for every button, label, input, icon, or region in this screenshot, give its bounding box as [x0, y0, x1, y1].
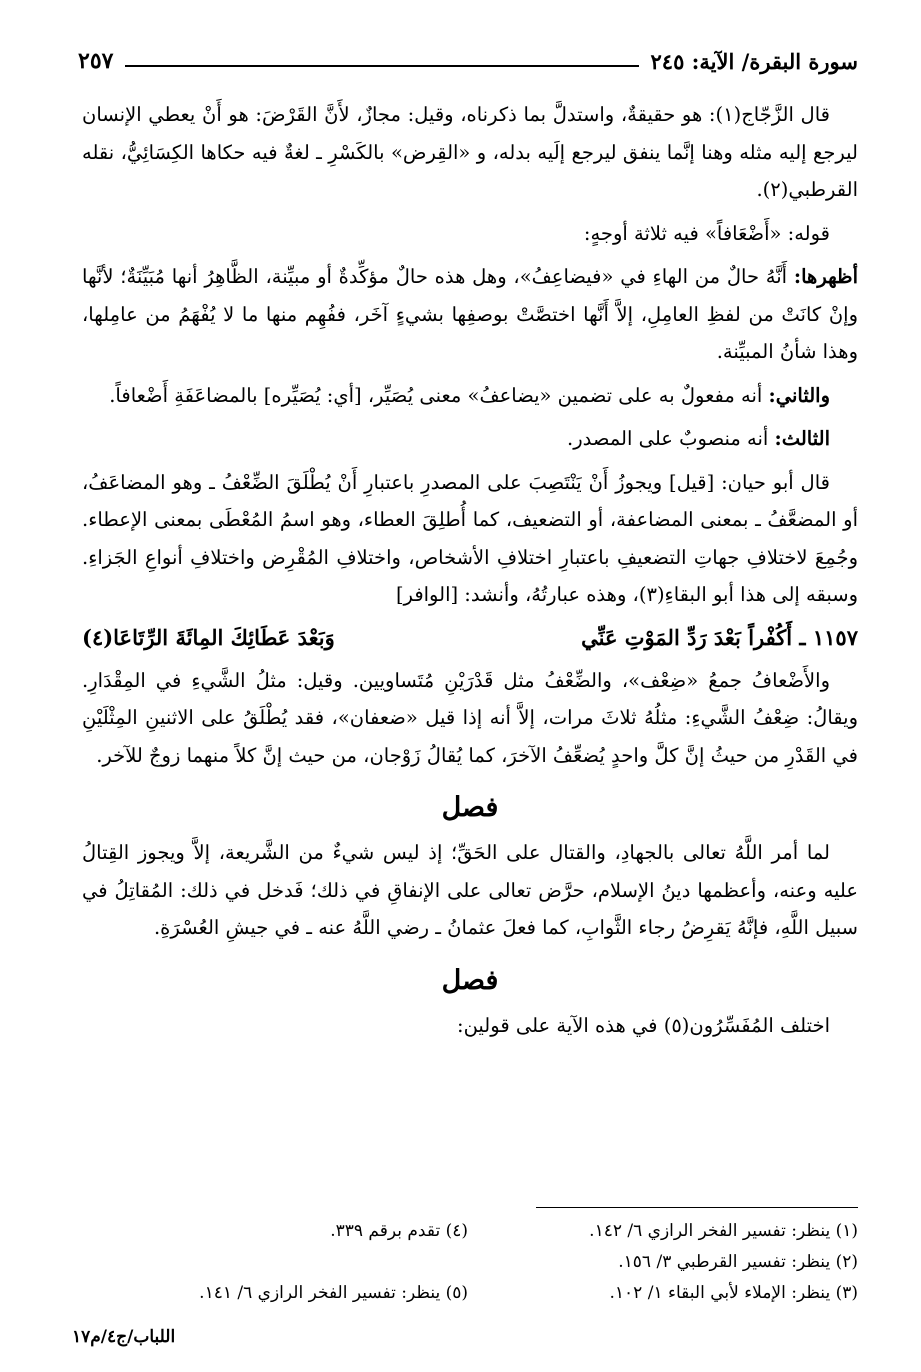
footnote-separator [536, 1207, 858, 1208]
footnote: (١) ينظر: تفسير الفخر الرازي ٦/ ١٤٢. [589, 1221, 858, 1241]
paragraph-text: أنه مفعولٌ به على تضمين «يضاعفُ» معنى يُصَيِّر، [أي: يُصَيِّره] بالمضاعَفَةِ أَضْعافاً. [109, 383, 763, 407]
verse-hemistich-right: أَكُفْراً بَعْدَ رَدِّ المَوْتِ عَنِّي [581, 624, 793, 650]
header-rule [125, 65, 638, 67]
section-heading: فصل [441, 964, 499, 996]
verse-hemistich-left: وَبَعْدَ عَطَائِكَ المِائَةَ الرِّتَاعَا(٤) [82, 624, 335, 650]
paragraph: قال الزَّجّاج(١): هو حقيقةٌ، واستدلَّ بما ذكرناه، وقيل: مجازٌ، لأَنَّ القَرْضَ: هو أَنْ يعطي الإنسان ليرجع إليه مثله وهنا إنَّما ينفق ليرجع إلَيه بدله، و «القِرض» بالكَسْرِ ـ لغةٌ فيه حكاها الكِسَائِيُّ، نقله القرطبي(٢). [82, 103, 858, 201]
signature-mark: اللباب/ج٤/م١٧ [72, 1327, 176, 1347]
poetry-verse [82, 620, 858, 656]
section-text: لما أمر اللَّهُ تعالى بالجهادِ، والقتال على الحَقِّ؛ إذ ليس شيءٌ من الشَّريعة، إلاَّ ويجوز القِتالُ عليه وعنه، وأعظمها دينُ الإسلام، حرَّض تعالى على الإنفاقِ في ذلك؛ فَدخل في ذلك: المُقاتِلُ في سبيل اللَّهِ، فإنَّهُ يَقرِضُ رجاء الثَّوابِ، كما فعلَ عثمانُ ـ رضي اللَّهُ عنه ـ في جيشِ العُسْرَةِ. [82, 841, 858, 939]
paragraph-lead: الثالث: [774, 427, 830, 450]
footnote: (٤) تقدم برقم ٣٣٩. [330, 1221, 468, 1241]
footnote: (٣) ينظر: الإملاء لأبي البقاء ١/ ١٠٢. [609, 1283, 858, 1303]
paragraph [82, 377, 858, 415]
paragraph-lead: والثاني: [768, 383, 830, 407]
footnote: (٥) ينظر: تفسير الفخر الرازي ٦/ ١٤١. [199, 1283, 468, 1303]
main-text [82, 96, 858, 1050]
paragraph: قال أبو حيان: [قيل] ويجوزُ أَنْ يَنْتَصِبَ على المصدرِ باعتبارِ أَنْ يُطْلَقَ الضِّعْفُ ـ وهو المضاعَفُ، أو المضعَّفُ ـ بمعنى المضاعفة، أو التضعيف، كما أُطلِقَ العطاء، وهو اسمُ المُعْطَى بمعنى الإعطاء. وجُمِعَ لاختلافِ جهاتِ التضعيفِ باعتبارِ اختلافِ الأشخاص، واختلافِ المُقْرِض واختلافِ أنواعِ الجَزاءِ. وسبقه إلى هذا أبو البقاءِ(٣)، وهذه عبارتُهُ، وأنشد: [الوافر] [82, 470, 858, 606]
verse-first-half [581, 620, 858, 656]
section-heading: فصل [441, 792, 499, 823]
page-number: ٢٥٧ [78, 48, 114, 74]
paragraph [82, 258, 858, 371]
paragraph [82, 420, 858, 458]
paragraph-text: أنه منصوبٌ على المصدر. [567, 427, 769, 450]
running-title: سورة البقرة/ الآية: ٢٤٥ [650, 49, 858, 74]
footnotes [78, 1216, 858, 1309]
paragraph-text: أَنَّهُ حالٌ من الهاءِ في «فيضاعِفُ»، وهل هذه حالٌ مؤكِّدةٌ أو مبيِّنة، الظَّاهِرُ أنها مُبَيِّنَةٌ؛ لأنَّها وإنْ كانَتْ من لفظِ العامِلِ، إلاَّ أَنَّها اختصَّتْ بوصفِها بشيءٍ آخَر، ففُهِم منها ما لا يُفْهَمُ من عامِلها، وهذا شأنُ المبيِّنة. [82, 265, 858, 363]
verse-number: ١١٥٧ ـ [799, 624, 858, 650]
footnote: (٢) ينظر: تفسير القرطبي ٣/ ١٥٦. [618, 1252, 858, 1272]
section-text: اختلف المُفَسِّرُون(٥) في هذه الآية على قولين: [457, 1013, 830, 1037]
paragraph: والأَضْعافُ جمعُ «ضِعْف»، والضِّعْفُ مثل قَدْرَيْنِ مُتَساويين. وقيل: مثلُ الشَّيءِ في المِقْدَارِ. ويقالُ: ضِعْفُ الشَّيءِ: مثلُهُ ثلاثَ مرات، إلاَّ أنه إذا قيل «ضعفان»، فقد يُطْلَقُ على الاثنينِ المِثْلَيْنِ في القَدْرِ من حيثُ إنَّ كلَّ واحدٍ يُضعِّفُ الآخرَ، كما يُقالُ زَوْجان، من حيث إنَّ كلاً منهما زوجٌ للآخر. [82, 668, 858, 767]
footnote-empty [78, 1247, 468, 1278]
paragraph: قوله: «أَضْعَافاً» فيه ثلاثة أوجهٍ: [583, 221, 830, 245]
page-header [78, 38, 858, 74]
paragraph-lead: أظهرها: [793, 265, 858, 288]
